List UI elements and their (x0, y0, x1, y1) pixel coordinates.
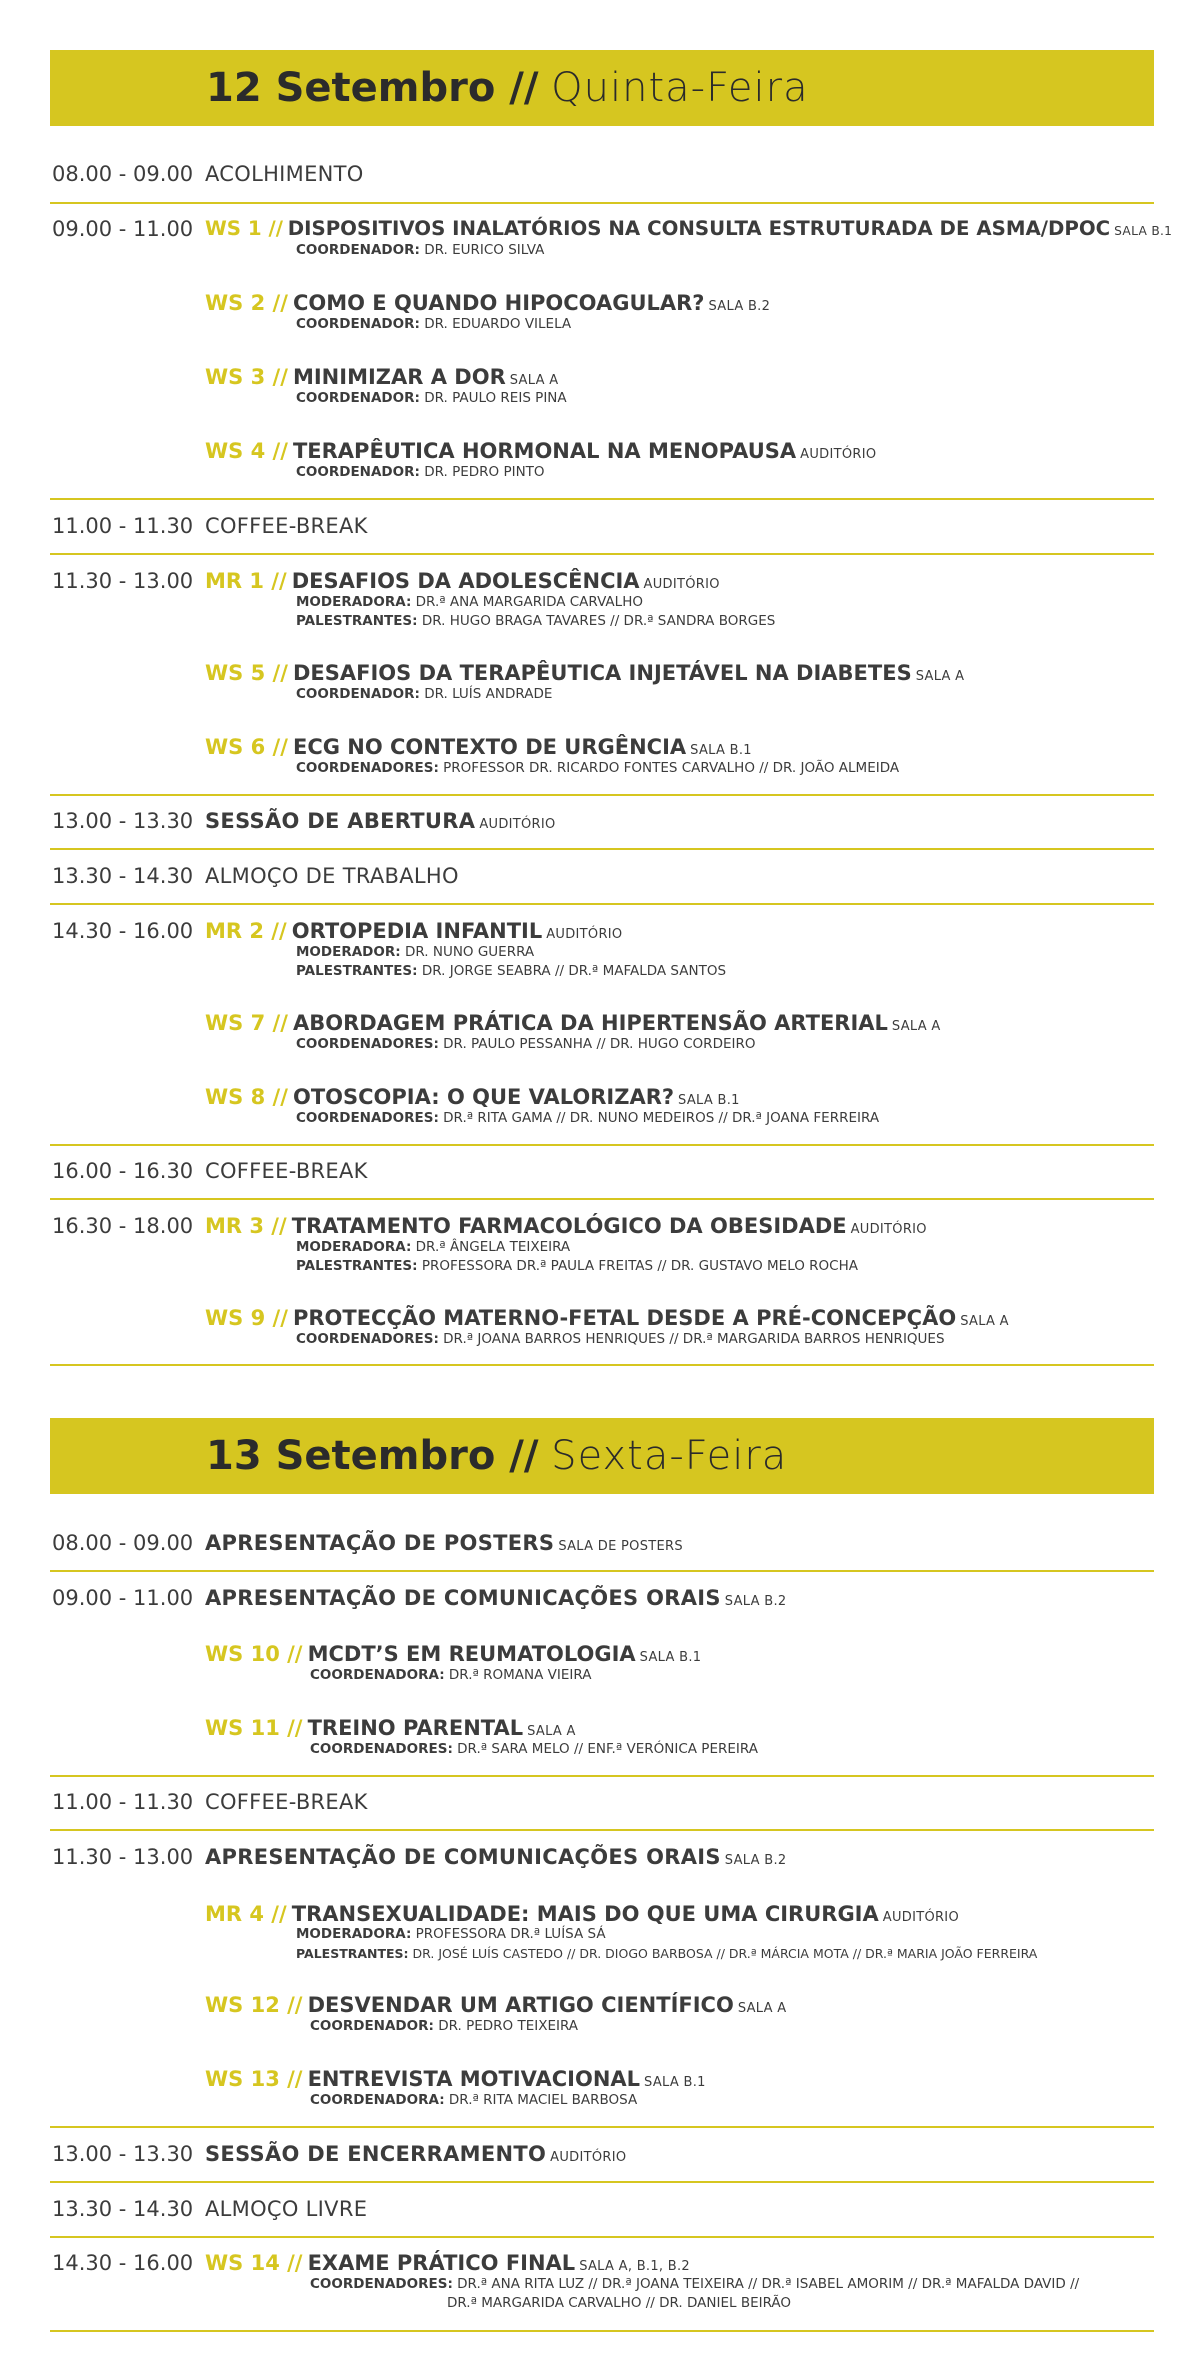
divider (50, 1775, 1154, 1777)
day-title: 13 Setembro // Sexta-Feira (206, 1433, 788, 1479)
session-ws2: WS 2 // COMO E QUANDO HIPOCOAGULAR? SALA B.2 (205, 291, 771, 315)
slot-time: 11.00 - 11.30 (52, 1790, 194, 1814)
divider (50, 202, 1154, 204)
session-mr4: MR 4 // TRANSEXUALIDADE: MAIS DO QUE UMA CIRURGIA AUDITÓRIO (205, 1902, 959, 1926)
divider (50, 1364, 1154, 1366)
session-staff: COORDENADORA: DR.ª RITA MACIEL BARBOSA (310, 2092, 638, 2108)
session-staff: COORDENADORA: DR.ª ROMANA VIEIRA (310, 1667, 592, 1683)
session-staff: COORDENADORES: DR.ª RITA GAMA // DR. NUNO MEDEIROS // DR.ª JOANA FERREIRA (296, 1110, 880, 1126)
slot-label: ALMOÇO LIVRE (205, 2197, 368, 2221)
slot-time: 11.30 - 13.00 (52, 1845, 194, 1869)
divider (50, 498, 1154, 500)
session-staff: COORDENADOR: DR. PEDRO PINTO (296, 464, 545, 480)
session-mr2: MR 2 // ORTOPEDIA INFANTIL AUDITÓRIO (205, 919, 623, 943)
slot-time: 16.00 - 16.30 (52, 1159, 194, 1183)
session-staff: MODERADORA: PROFESSORA DR.ª LUÍSA SÁ (296, 1926, 606, 1942)
session-ws4: WS 4 // TERAPÊUTICA HORMONAL NA MENOPAUSA AUDITÓRIO (205, 439, 877, 463)
session-staff: MODERADORA: DR.ª ÂNGELA TEIXEIRA (296, 1239, 571, 1255)
slot-time: 09.00 - 11.00 (52, 217, 194, 241)
divider (50, 2126, 1154, 2128)
session-staff: COORDENADOR: DR. LUÍS ANDRADE (296, 686, 553, 702)
divider (50, 1829, 1154, 1831)
slot-label: APRESENTAÇÃO DE COMUNICAÇÕES ORAIS SALA B.2 (205, 1586, 787, 1610)
slot-time: 14.30 - 16.00 (52, 2251, 194, 2275)
session-ws11: WS 11 // TREINO PARENTAL SALA A (205, 1716, 576, 1740)
session-mr3: MR 3 // TRATAMENTO FARMACOLÓGICO DA OBESIDADE AUDITÓRIO (205, 1214, 927, 1238)
slot-time: 13.00 - 13.30 (52, 809, 194, 833)
day-title: 12 Setembro // Quinta-Feira (206, 65, 809, 111)
divider (50, 1570, 1154, 1572)
slot-label: APRESENTAÇÃO DE POSTERS SALA DE POSTERS (205, 1531, 683, 1555)
slot-time: 11.30 - 13.00 (52, 569, 194, 593)
session-ws9: WS 9 // PROTECÇÃO MATERNO-FETAL DESDE A PRÉ-CONCEPÇÃO SALA A (205, 1306, 1009, 1330)
slot-time: 16.30 - 18.00 (52, 1214, 194, 1238)
session-staff: COORDENADORES: DR. PAULO PESSANHA // DR. HUGO CORDEIRO (296, 1036, 756, 1052)
session-ws1: WS 1 // DISPOSITIVOS INALATÓRIOS NA CONSULTA ESTRUTURADA DE ASMA/DPOC SALA B.1 (205, 217, 1173, 240)
session-staff: COORDENADORES: DR.ª ANA RITA LUZ // DR.ª JOANA TEIXEIRA // DR.ª ISABEL AMORIM // DR.ª MAFALDA DAVID // (310, 2276, 1080, 2292)
session-ws10: WS 10 // MCDT’S EM REUMATOLOGIA SALA B.1 (205, 1642, 702, 1666)
divider (50, 903, 1154, 905)
divider (50, 848, 1154, 850)
session-staff: COORDENADOR: DR. PAULO REIS PINA (296, 390, 567, 406)
session-staff: COORDENADOR: DR. EDUARDO VILELA (296, 316, 572, 332)
divider (50, 794, 1154, 796)
slot-label: COFFEE-BREAK (205, 1159, 368, 1183)
session-staff: PALESTRANTES: DR. JORGE SEABRA // DR.ª MAFALDA SANTOS (296, 963, 727, 979)
session-staff: COORDENADORES: DR.ª SARA MELO // ENF.ª VERÓNICA PEREIRA (310, 1741, 758, 1757)
slot-time: 13.30 - 14.30 (52, 2197, 194, 2221)
session-ws5: WS 5 // DESAFIOS DA TERAPÊUTICA INJETÁVEL NA DIABETES SALA A (205, 661, 965, 685)
session-staff: MODERADORA: DR.ª ANA MARGARIDA CARVALHO (296, 594, 643, 610)
day-header-13-setembro (50, 1418, 1154, 1494)
divider (50, 553, 1154, 555)
slot-label: ACOLHIMENTO (205, 162, 364, 186)
divider (50, 2181, 1154, 2183)
session-staff: COORDENADORES: DR.ª JOANA BARROS HENRIQUES // DR.ª MARGARIDA BARROS HENRIQUES (296, 1331, 945, 1347)
slot-label: COFFEE-BREAK (205, 514, 368, 538)
slot-label: SESSÃO DE ABERTURA AUDITÓRIO (205, 809, 556, 833)
slot-label: APRESENTAÇÃO DE COMUNICAÇÕES ORAIS SALA B.2 (205, 1845, 787, 1869)
session-staff: MODERADOR: DR. NUNO GUERRA (296, 944, 535, 960)
divider (50, 1144, 1154, 1146)
session-ws7: WS 7 // ABORDAGEM PRÁTICA DA HIPERTENSÃO ARTERIAL SALA A (205, 1011, 941, 1035)
session-staff: PALESTRANTES: DR. JOSÉ LUÍS CASTEDO // DR. DIOGO BARBOSA // DR.ª MÁRCIA MOTA // DR.ª MARIA JOÃO FERREIRA (296, 1946, 1038, 1961)
session-ws12: WS 12 // DESVENDAR UM ARTIGO CIENTÍFICO SALA A (205, 1993, 787, 2017)
session-staff: COORDENADOR: DR. EURICO SILVA (296, 242, 545, 258)
slot-time: 09.00 - 11.00 (52, 1586, 194, 1610)
slot-time: 11.00 - 11.30 (52, 514, 194, 538)
session-mr1: MR 1 // DESAFIOS DA ADOLESCÊNCIA AUDITÓRIO (205, 569, 720, 593)
session-ws14: WS 14 // EXAME PRÁTICO FINAL SALA A, B.1, B.2 (205, 2251, 691, 2275)
slot-time: 13.30 - 14.30 (52, 864, 194, 888)
slot-time: 08.00 - 09.00 (52, 1531, 194, 1555)
session-staff: DR.ª MARGARIDA CARVALHO // DR. DANIEL BEIRÃO (447, 2295, 792, 2311)
session-ws3: WS 3 // MINIMIZAR A DOR SALA A (205, 365, 559, 389)
session-ws6: WS 6 // ECG NO CONTEXTO DE URGÊNCIA SALA B.1 (205, 735, 752, 759)
session-ws8: WS 8 // OTOSCOPIA: O QUE VALORIZAR? SALA B.1 (205, 1085, 740, 1109)
session-ws13: WS 13 // ENTREVISTA MOTIVACIONAL SALA B.1 (205, 2067, 706, 2091)
slot-label: ALMOÇO DE TRABALHO (205, 864, 459, 888)
session-staff: PALESTRANTES: DR. HUGO BRAGA TAVARES // DR.ª SANDRA BORGES (296, 613, 776, 629)
day-header-12-setembro (50, 50, 1154, 126)
divider (50, 2236, 1154, 2238)
divider (50, 2330, 1154, 2332)
divider (50, 1198, 1154, 1200)
slot-time: 08.00 - 09.00 (52, 162, 194, 186)
session-staff: PALESTRANTES: PROFESSORA DR.ª PAULA FREITAS // DR. GUSTAVO MELO ROCHA (296, 1258, 858, 1274)
session-staff: COORDENADORES: PROFESSOR DR. RICARDO FONTES CARVALHO // DR. JOÃO ALMEIDA (296, 760, 900, 776)
slot-time: 13.00 - 13.30 (52, 2142, 194, 2166)
slot-label: COFFEE-BREAK (205, 1790, 368, 1814)
slot-time: 14.30 - 16.00 (52, 919, 194, 943)
session-staff: COORDENADOR: DR. PEDRO TEIXEIRA (310, 2018, 579, 2034)
slot-label: SESSÃO DE ENCERRAMENTO AUDITÓRIO (205, 2142, 627, 2166)
